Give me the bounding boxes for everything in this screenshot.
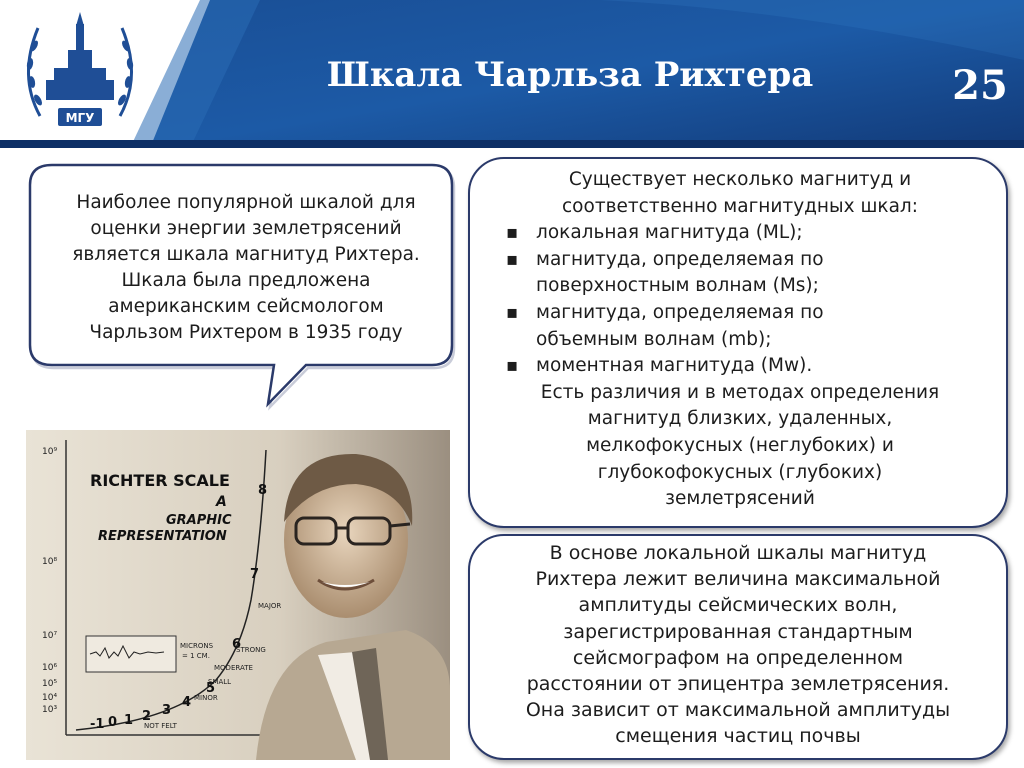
- magnitude-item: ▪ магнитуда, определяемая по объемным волнам (mb);: [500, 300, 866, 353]
- slide-number: 25: [952, 62, 1008, 109]
- local-scale-content: [488, 540, 988, 750]
- magnitude-item: ▪ магнитуда, определяемая по поверхностным волнам (Ms);: [500, 247, 866, 300]
- band-label: MODERATE: [214, 664, 253, 672]
- magnitude-item: ▪ локальная магнитуда (ML);: [500, 220, 980, 247]
- local-scale-line: расстоянии от эпицентра землетрясения.: [526, 673, 950, 696]
- local-scale-line: зарегистрированная стандартным: [563, 620, 913, 643]
- local-scale-line: Она зависит от максимальной амплитуды: [525, 699, 951, 722]
- intro-line: оценки энергии землетрясений: [90, 218, 402, 239]
- magnitudes-outro-line: землетрясений: [665, 488, 815, 510]
- chart-title: GRAPHIC: [166, 513, 232, 528]
- magnitudes-content: [500, 167, 980, 513]
- intro-line: Наиболее популярной шкалой для: [76, 192, 416, 213]
- intro-line: является шкала магнитуд Рихтера.: [72, 244, 420, 265]
- band-label: MAJOR: [258, 602, 282, 610]
- scale-number: 2: [142, 709, 152, 724]
- y-tick: 10⁴: [42, 693, 58, 703]
- local-scale-box: [468, 534, 1008, 760]
- y-tick: 10⁷: [42, 631, 58, 641]
- magnitudes-intro-line: Существует несколько магнитуд и: [568, 169, 912, 190]
- intro-line: американским сейсмологом: [108, 296, 384, 317]
- chart-title: RICHTER SCALE: [90, 471, 230, 490]
- richter-photo: [26, 430, 450, 760]
- local-scale-line: смещения частиц почвы: [615, 725, 861, 748]
- y-tick: 10⁵: [42, 679, 58, 689]
- scale-number: 6: [232, 637, 242, 652]
- y-tick: 10³: [42, 705, 58, 715]
- scale-number: 7: [250, 567, 260, 582]
- scale-number: 8: [258, 483, 268, 498]
- intro-callout-text: [36, 190, 456, 346]
- magnitudes-intro-line: соответственно магнитудных шкал:: [562, 195, 918, 217]
- magnitudes-list: [500, 220, 980, 380]
- scale-number: -1: [90, 717, 105, 732]
- logo-label: МГУ: [65, 111, 95, 125]
- local-scale-line: сейсмографом на определенном: [572, 646, 904, 669]
- scale-number: 5: [206, 681, 216, 696]
- band-label: MINOR: [194, 694, 218, 702]
- microns-sub: = 1 CM.: [182, 652, 210, 660]
- scale-number: 3: [162, 703, 172, 718]
- magnitudes-outro-line: глубокофокусных (глубоких): [597, 461, 883, 483]
- band-label: STRONG: [236, 646, 266, 654]
- magnitudes-outro-line: мелкофокусных (неглубоких) и: [586, 434, 894, 456]
- local-scale-line: Рихтера лежит величина максимальной: [535, 568, 941, 591]
- band-label: NOT FELT: [144, 722, 177, 730]
- intro-line: Чарльзом Рихтером в 1935 году: [89, 322, 403, 343]
- band-label: SMALL: [208, 678, 232, 686]
- scale-number: 4: [182, 695, 192, 710]
- scale-number: 1: [124, 713, 134, 728]
- y-tick: 10⁸: [42, 557, 58, 567]
- magnitude-item: ▪ моментная магнитуда (Mw).: [500, 353, 980, 380]
- chart-title: REPRESENTATION: [98, 529, 227, 544]
- local-scale-line: В основе локальной шкалы магнитуд: [549, 542, 927, 564]
- y-tick: 10⁶: [42, 663, 58, 673]
- magnitudes-outro-line: Есть различия и в методах определения: [540, 381, 940, 403]
- scale-number: 0: [108, 715, 118, 730]
- local-scale-line: амплитуды сейсмических волн,: [578, 594, 898, 617]
- chart-title: A: [216, 494, 227, 510]
- magnitudes-box: [468, 157, 1008, 528]
- y-tick: 10⁹: [42, 447, 58, 457]
- slide-title: Шкала Чарльза Рихтера: [326, 55, 814, 95]
- intro-line: Шкала была предложена: [121, 270, 371, 291]
- microns-label: MICRONS: [180, 642, 214, 650]
- magnitudes-outro-line: магнитуд близких, удаленных,: [587, 408, 893, 430]
